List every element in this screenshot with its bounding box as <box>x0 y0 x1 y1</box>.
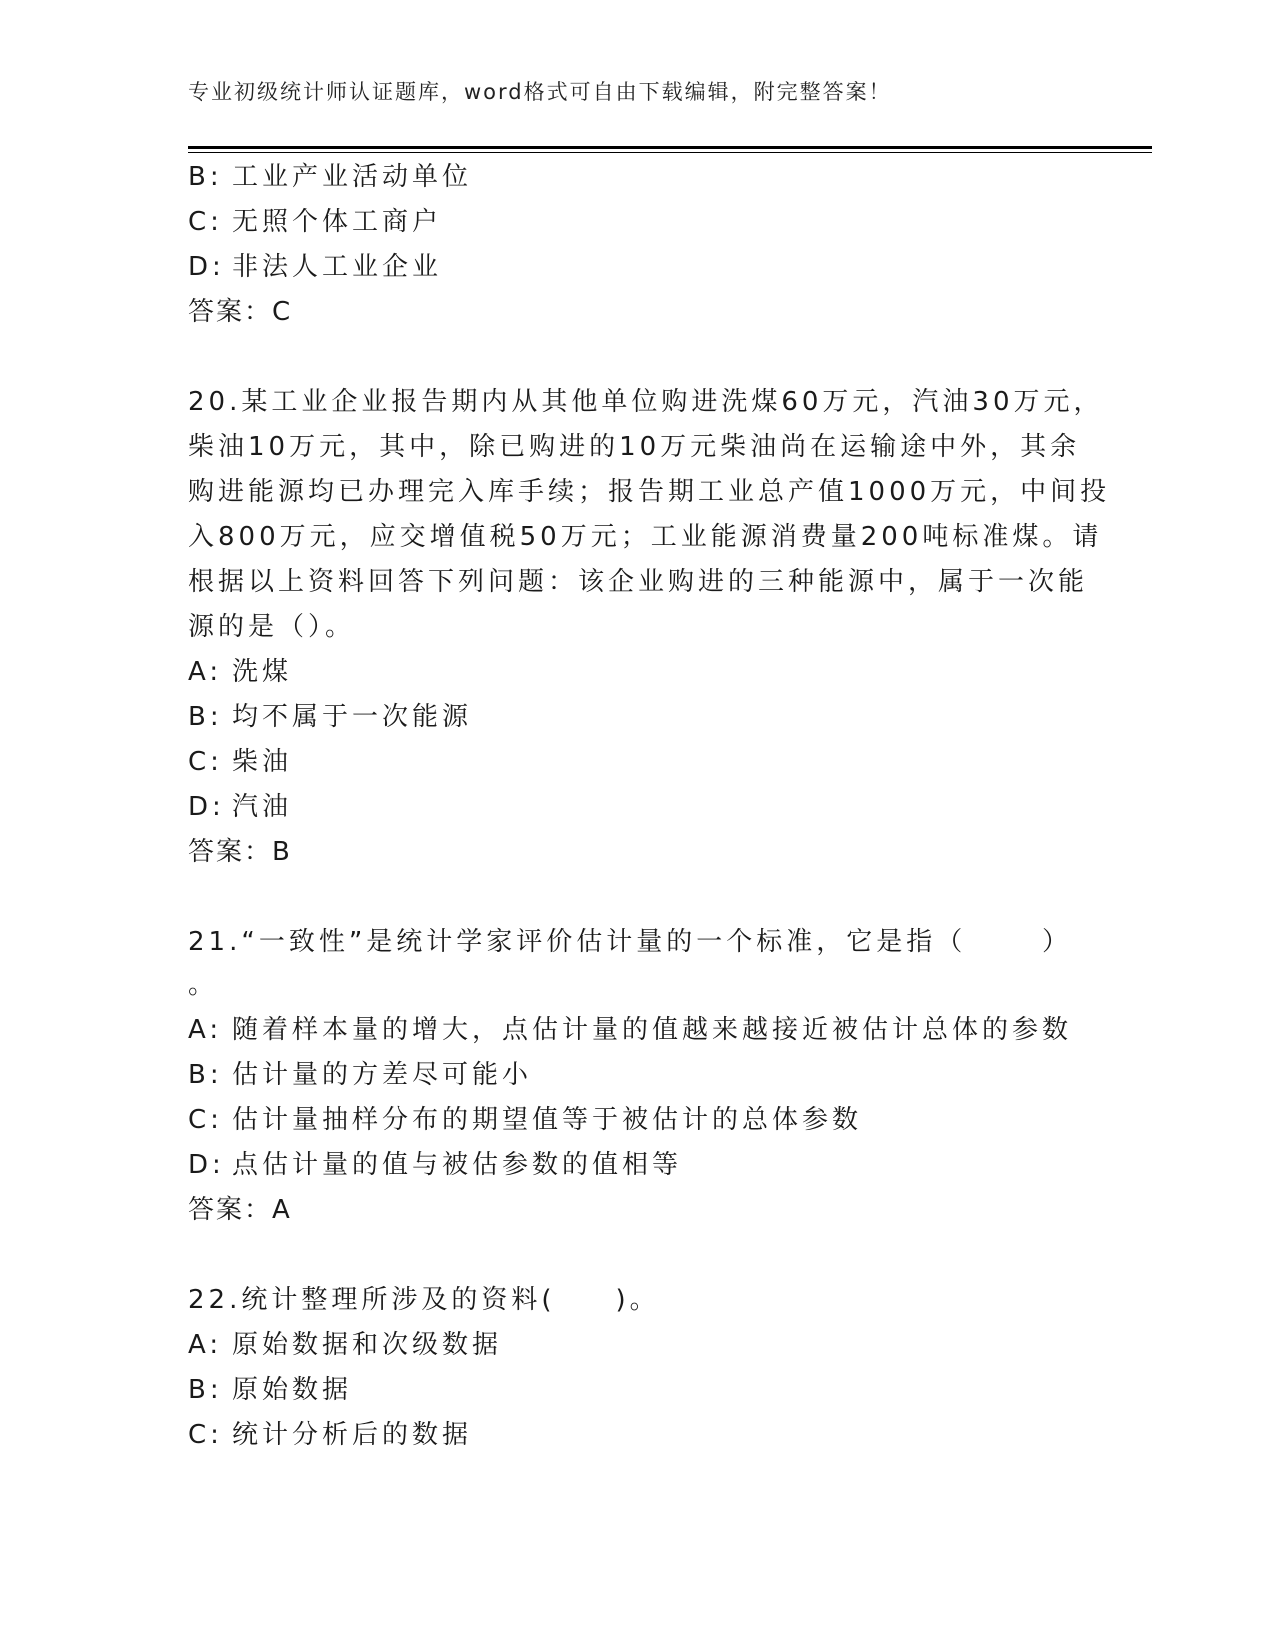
q20-stem-line-3: 购进能源均已办理完入库手续；报告期工业总产值1000万元，中间投 <box>188 477 1111 507</box>
option-label: B: <box>188 1375 223 1405</box>
q20-stem-line-5: 根据以上资料回答下列问题：该企业购进的三种能源中，属于一次能 <box>188 567 1089 597</box>
option-text: 估计量的方差尽可能小 <box>232 1060 533 1090</box>
header-rule-thin <box>188 152 1152 153</box>
q22-option-c <box>188 1420 472 1450</box>
option-label: A: <box>188 1015 223 1045</box>
option-text: 估计量抽样分布的期望值等于被估计的总体参数 <box>232 1105 863 1135</box>
option-text: 统计分析后的数据 <box>232 1420 473 1450</box>
option-text: 柴油 <box>232 747 293 777</box>
option-label: B: <box>188 1060 223 1090</box>
option-text: 汽油 <box>232 792 293 822</box>
q21-stem-line-2: 。 <box>188 970 219 1000</box>
option-label: C: <box>188 747 223 777</box>
option-label: D: <box>188 1150 225 1180</box>
option-text: 均不属于一次能源 <box>232 702 473 732</box>
option-label: C: <box>188 1105 223 1135</box>
option-label: C: <box>188 1420 223 1450</box>
option-text: 点估计量的值与被估参数的值相等 <box>232 1150 683 1180</box>
option-text: 无照个体工商户 <box>232 207 443 237</box>
q21-option-d <box>188 1150 682 1180</box>
q22-option-b <box>188 1375 352 1405</box>
q19-option-d <box>188 252 442 282</box>
header-rule-thick <box>188 146 1152 149</box>
option-label: A: <box>188 1330 223 1360</box>
document-header: 专业初级统计师认证题库，word格式可自由下载编辑，附完整答案！ <box>188 80 892 104</box>
q19-answer: 答案：C <box>188 297 293 327</box>
option-label: B: <box>188 162 223 192</box>
q20-option-b <box>188 702 472 732</box>
q21-answer: 答案：A <box>188 1195 292 1225</box>
option-label: A: <box>188 657 223 687</box>
q21-option-c <box>188 1105 862 1135</box>
q20-option-c <box>188 747 292 777</box>
q19-option-b <box>188 162 472 192</box>
option-text: 洗煤 <box>232 657 293 687</box>
q19-option-c <box>188 207 442 237</box>
option-label: B: <box>188 702 223 732</box>
q21-option-b <box>188 1060 532 1090</box>
option-label: D: <box>188 252 225 282</box>
q20-stem-line-4: 入800万元，应交增值税50万元；工业能源消费量200吨标准煤。请 <box>188 522 1103 552</box>
q21-stem-line-1: 21.“一致性”是统计学家评价估计量的一个标准，它是指（ <box>188 927 967 957</box>
q22-option-a <box>188 1330 502 1360</box>
q20-answer: 答案：B <box>188 837 292 867</box>
option-text: 原始数据 <box>232 1375 353 1405</box>
q20-stem-line-6: 源的是（）。 <box>188 612 356 642</box>
q20-option-d <box>188 792 292 822</box>
q22-stem: 22.统计整理所涉及的资料( )。 <box>188 1285 660 1315</box>
q21-stem-close-paren: ） <box>1042 927 1069 957</box>
option-label: D: <box>188 792 225 822</box>
q21-option-a <box>188 1015 1072 1045</box>
q20-option-a <box>188 657 292 687</box>
option-text: 随着样本量的增大，点估计量的值越来越接近被估计总体的参数 <box>232 1015 1073 1045</box>
option-text: 原始数据和次级数据 <box>232 1330 503 1360</box>
q20-stem-line-2: 柴油10万元，其中，除已购进的10万元柴油尚在运输途中外，其余 <box>188 432 1081 462</box>
q20-stem-line-1: 20.某工业企业报告期内从其他单位购进洗煤60万元，汽油30万元， <box>188 387 1104 417</box>
option-text: 工业产业活动单位 <box>232 162 473 192</box>
option-text: 非法人工业企业 <box>232 252 443 282</box>
option-label: C: <box>188 207 223 237</box>
